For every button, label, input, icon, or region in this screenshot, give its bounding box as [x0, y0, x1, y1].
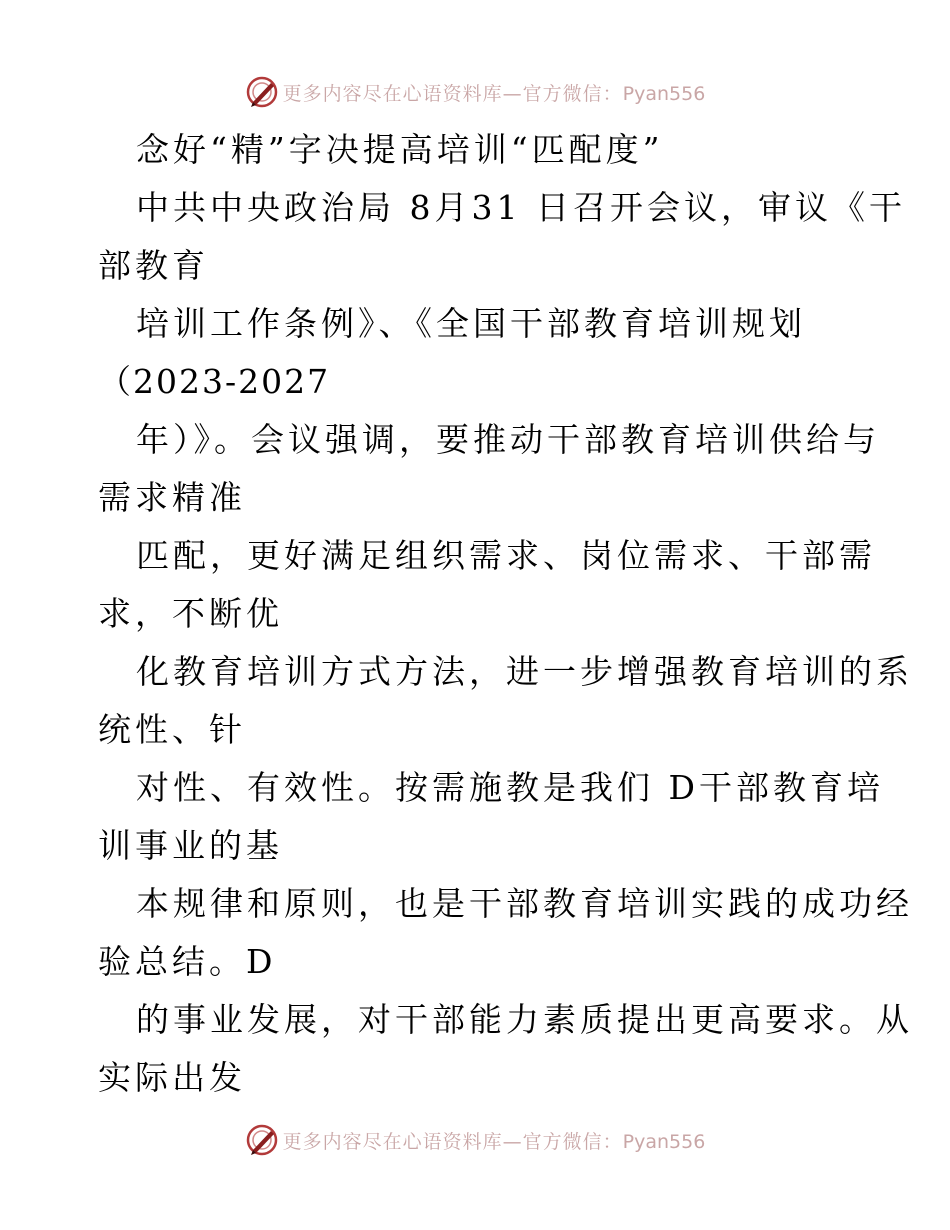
text-line: 中共中央政治局 8月31 日召开会议，审议《干 [136, 188, 906, 227]
watermark-text: 更多内容尽在心语资料库—官方微信：Pyan556 [282, 1130, 706, 1153]
text-line: 培训工作条例》、《全国干部教育培训规划 [136, 304, 806, 343]
watermark-wechat-id: Pyan556 [622, 1130, 706, 1153]
text-line: 匹配，更好满足组织需求、岗位需求、干部需 [136, 536, 876, 575]
text-line: 训事业的基 [98, 826, 283, 865]
text-line: 求，不断优 [98, 594, 283, 633]
document-title: 念好“精”字决提高培训“匹配度” [136, 130, 664, 169]
text-line: 对性、有效性。按需施教是我们 D干部教育培 [136, 768, 884, 807]
footer-watermark [0, 1118, 950, 1162]
text-line: 年）》。会议强调，要推动干部教育培训供给与 [136, 420, 880, 459]
text-line: 统性、针 [98, 710, 246, 749]
text-line: 的事业发展，对干部能力素质提出更高要求。从 [136, 1000, 913, 1039]
text-line: 需求精准 [98, 478, 246, 517]
text-line: 验总结。D [98, 942, 277, 981]
watermark-wechat-id: Pyan556 [622, 82, 706, 105]
text-line: 实际出发 [98, 1058, 246, 1097]
text-line: 本规律和原则，也是干部教育培训实践的成功经 [136, 884, 913, 923]
watermark-text: 更多内容尽在心语资料库—官方微信：Pyan556 [282, 82, 706, 105]
text-line: （2023-2027 [98, 362, 331, 401]
text-line: 部教育 [98, 246, 209, 285]
pen-seal-logo-icon [245, 1123, 279, 1157]
text-line: 化教育培训方式方法，进一步增强教育培训的系 [136, 652, 913, 691]
